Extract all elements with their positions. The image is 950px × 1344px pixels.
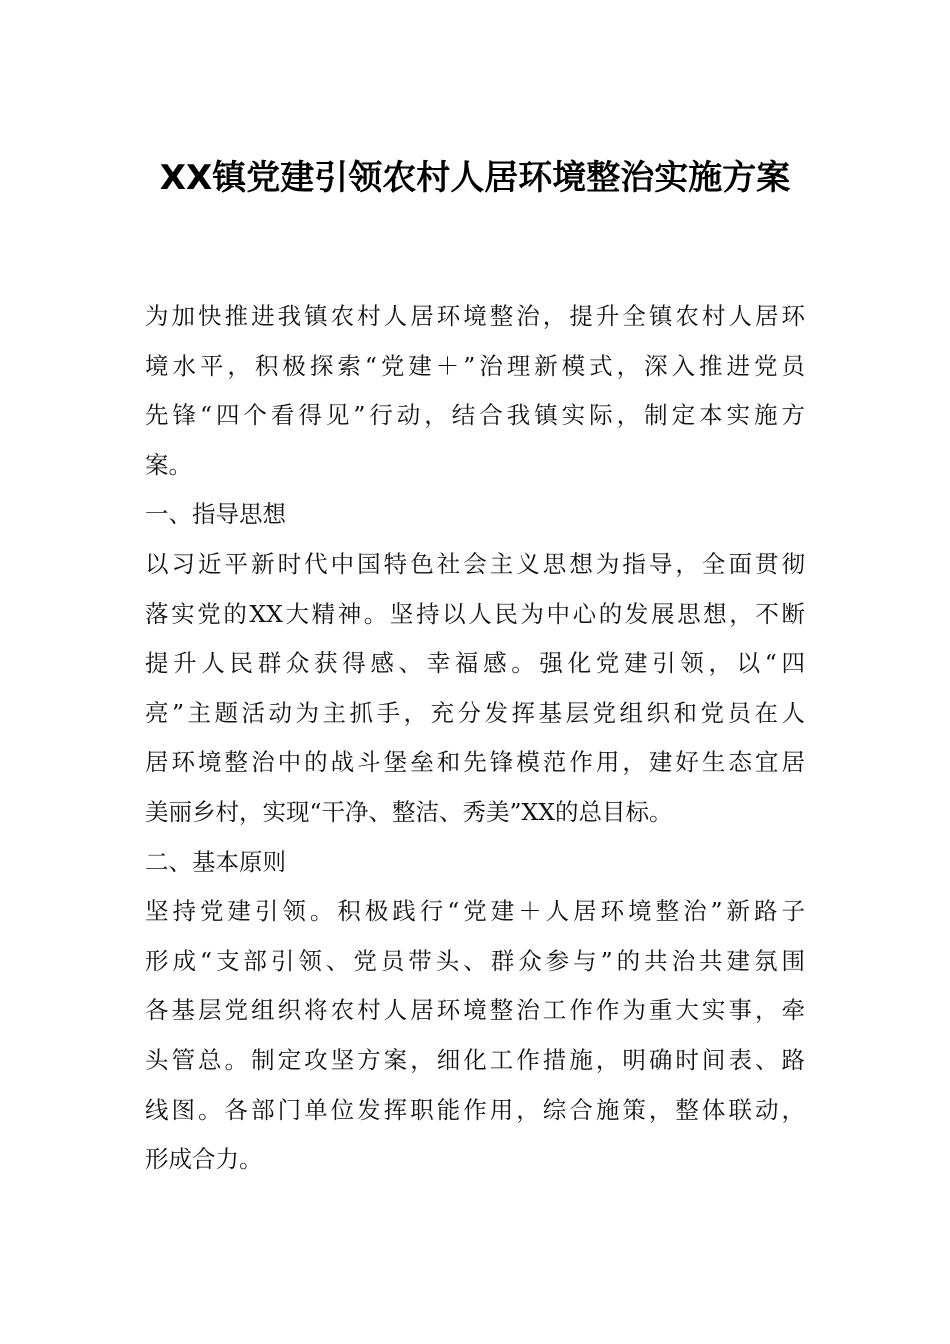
paragraph-line: 境水平，积极探索“党建＋”治理新模式，深入推进党员 bbox=[145, 351, 805, 380]
paragraph-line: 美丽乡村，实现“干净、整洁、秀美”XX的总目标。 bbox=[145, 797, 673, 826]
document-body bbox=[145, 292, 805, 1185]
document-title: XX镇党建引领农村人居环境整治实施方案 bbox=[159, 158, 791, 198]
paragraph-line: 以习近平新时代中国特色社会主义思想为指导，全面贯彻 bbox=[145, 549, 805, 578]
paragraph-line: 坚持党建引领。积极践行“党建＋人居环境整治”新路子 bbox=[145, 897, 805, 926]
paragraph-line: 形成合力。 bbox=[145, 1145, 263, 1174]
paragraph-line: 各基层党组织将农村人居环境整治工作作为重大实事，牵 bbox=[145, 996, 805, 1025]
paragraph-line: 先锋“四个看得见”行动，结合我镇实际，制定本实施方 bbox=[145, 401, 805, 430]
section-heading: 二、基本原则 bbox=[145, 847, 286, 876]
paragraph-line: 为加快推进我镇农村人居环境整治，提升全镇农村人居环 bbox=[145, 302, 805, 330]
section-heading: 一、指导思想 bbox=[145, 500, 286, 529]
paragraph-line: 头管总。制定攻坚方案，细化工作措施，明确时间表、路 bbox=[145, 1045, 805, 1074]
paragraph-line: 提升人民群众获得感、幸福感。强化党建引领，以“四 bbox=[145, 649, 805, 678]
paragraph-line: 线图。各部门单位发挥职能作用，综合施策，整体联动， bbox=[145, 1095, 805, 1124]
paragraph-line: 亮”主题活动为主抓手，充分发挥基层党组织和党员在人 bbox=[145, 698, 805, 727]
paragraph-line: 形成“支部引领、党员带头、群众参与”的共治共建氛围 bbox=[145, 946, 805, 975]
paragraph-line: 案。 bbox=[145, 450, 192, 479]
paragraph-line: 居环境整治中的战斗堡垒和先锋模范作用，建好生态宜居 bbox=[145, 748, 805, 777]
paragraph-line: 落实党的XX大精神。坚持以人民为中心的发展思想，不断 bbox=[145, 599, 805, 628]
